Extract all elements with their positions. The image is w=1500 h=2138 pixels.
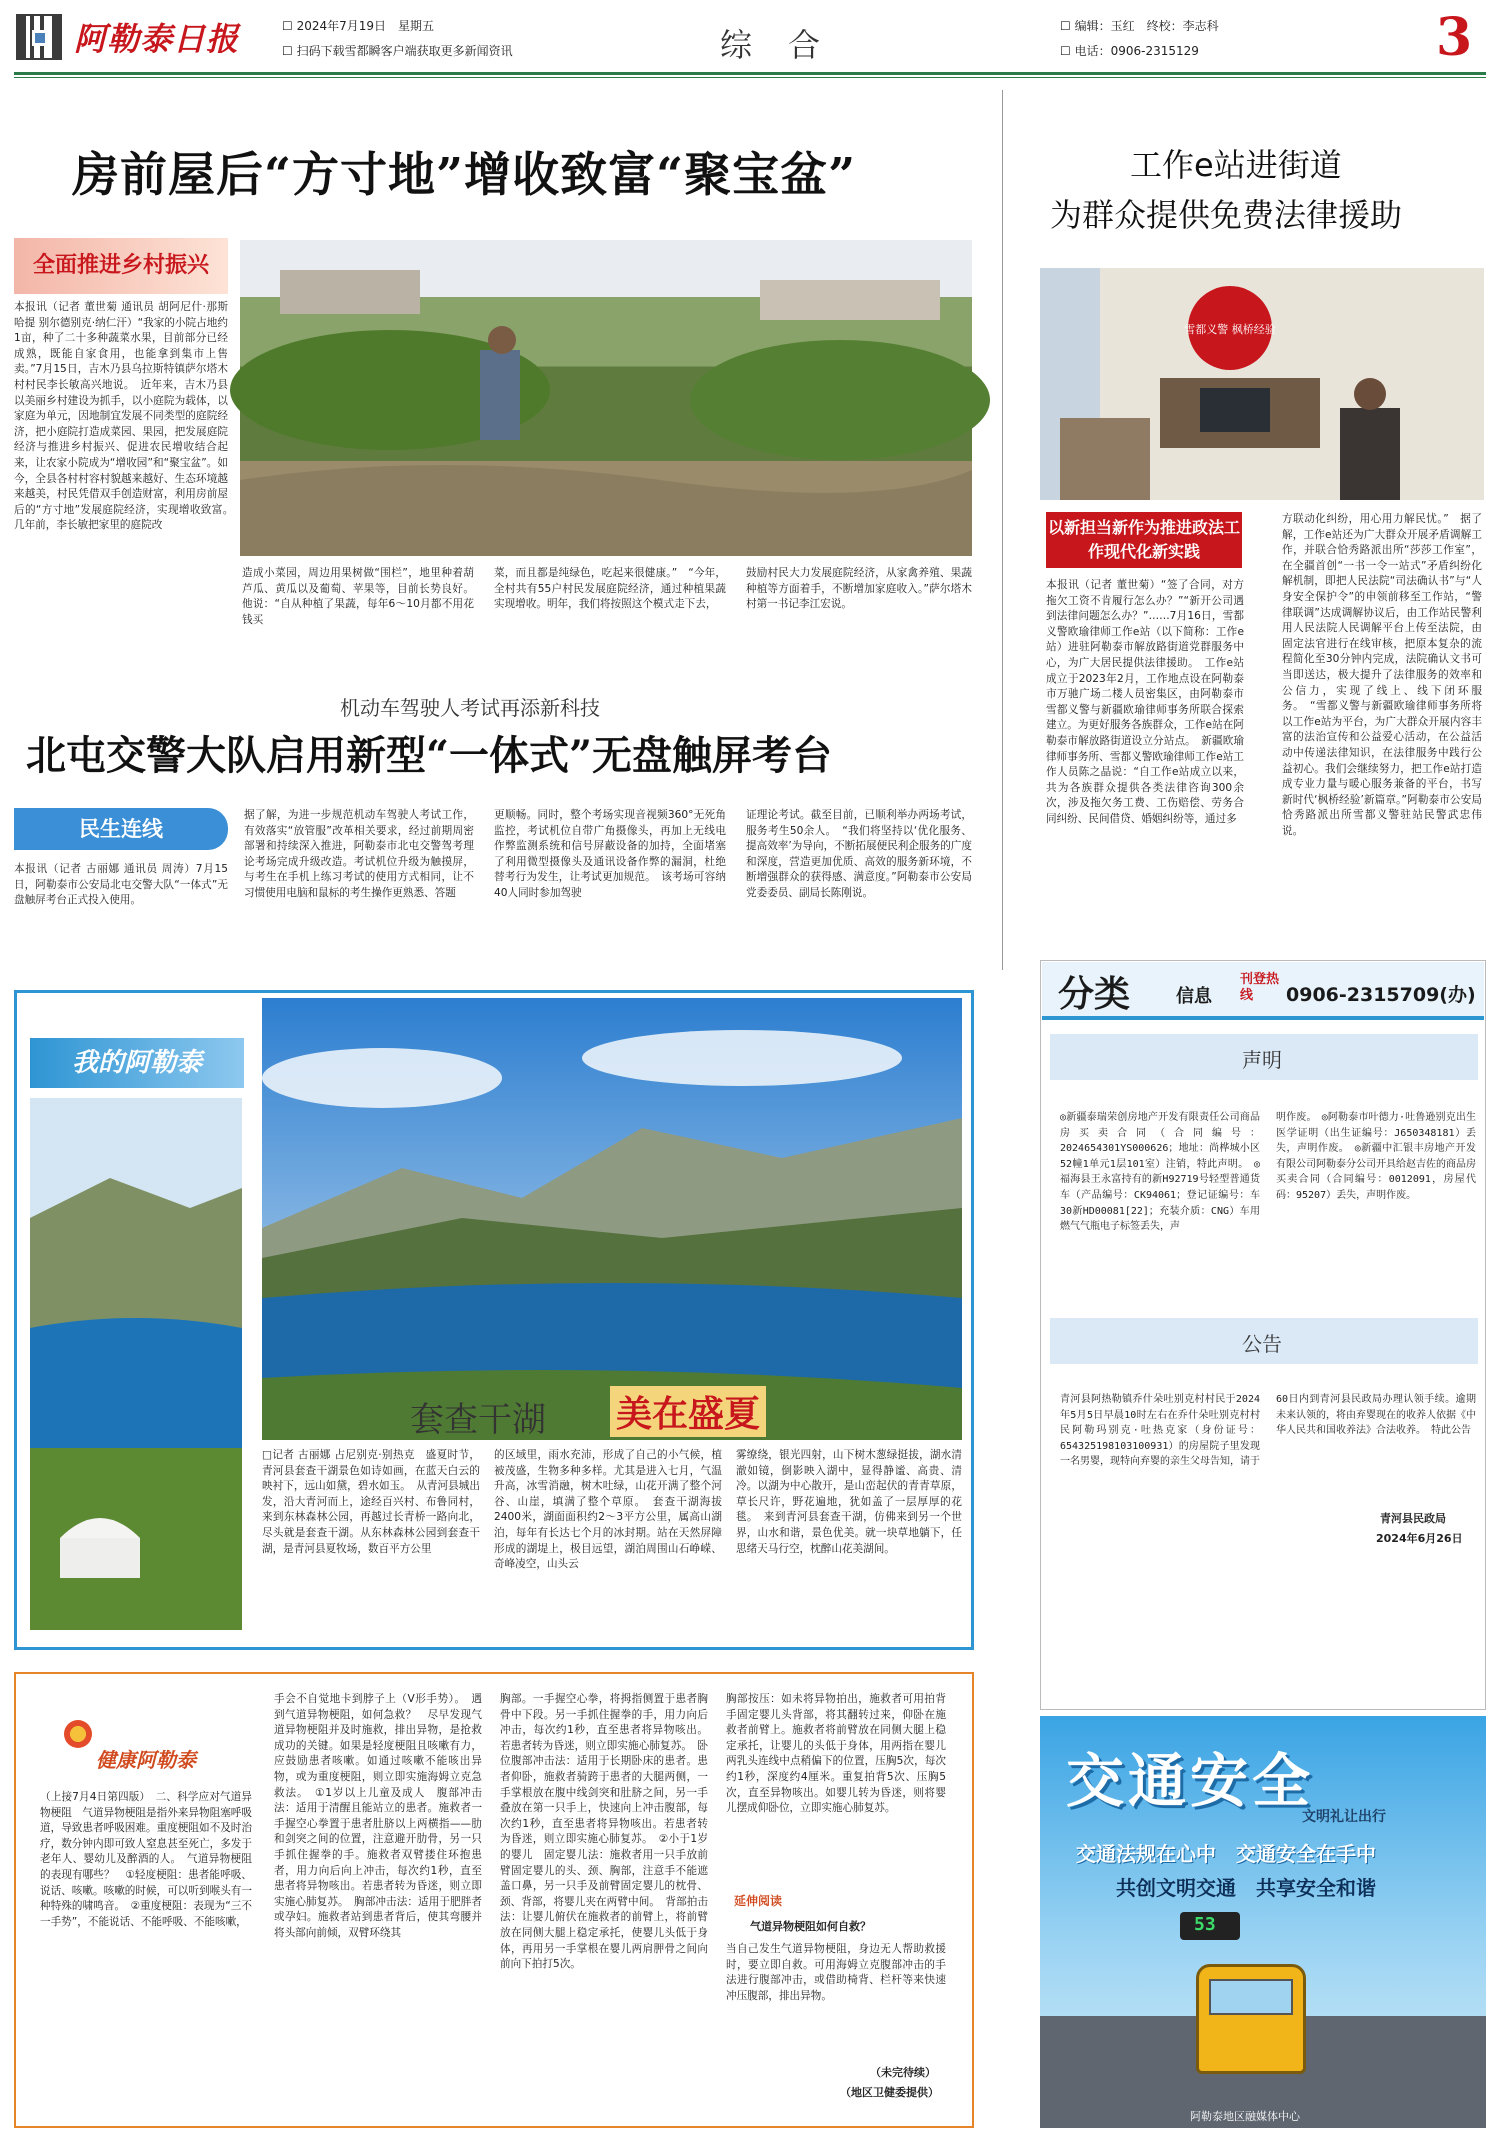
lake-photo-art <box>262 998 962 1440</box>
a3-col1: 本报讯（记者 董世菊）“签了合同，对方拖欠工资不肯履行怎么办？”“新开公司遇到法律问题怎么办？”……7月16日，雪都义警欧瑜律师工作e站（以下简称：工作e站）进驻阿勒泰市解放路街道党群服务中心，为广大居民提供法律援助。 工作e站成立于2023年2月，工作地点设在阿勒泰市万驰广场二楼人员密集区，由阿勒泰市雪都义警与新疆欧瑜律师事务所联合探索建立。为更好服务各族群众，工作e站在阿勒泰市解放路街道设立分站点。 新疆欧瑜律师事务所、雪都义警欧瑜律师工作e站工作人员陈之晶说：“自工作e站成立以来，共为各族群众提供各类法律咨询300余次，涉及拖欠务工费、工伤赔偿、劳务合同纠纷、民间借贷、婚姻纠纷等，通过多 <box>1046 579 1244 825</box>
office-photo-art <box>1040 268 1484 500</box>
a5-col4: 胸部按压：如未将异物拍出，施救者可用拍背手固定婴儿头背部，将其翻转过来，仰卧在施救者前臂上。施救者将前臂放在同侧大腿上稳定承托，让婴儿的头低于身体，用两指在婴儿两乳头连线中点稍偏下的位置，压胸5次，每次约1秒，深度约4厘米。重复拍背5次、压胸5次，直至异物咳出。如婴儿转为昏迷，则将婴儿摆成仰卧位，立即实施心肺复苏。 <box>726 1693 946 1815</box>
ads-sec1: 声明 <box>1242 1048 1282 1072</box>
a1-tag: 全面推进乡村振兴 <box>14 238 228 294</box>
a4-photo-yurt <box>30 1098 242 1630</box>
a2-col4: 证理论考试。截至目前，已顺利举办两场考试，服务考生50余人。 “我们将坚持以‘优化服务、提高效率’为导向，不断拓展便民利企服务的广度和深度，营造更加优质、高效的服务新环境，不断增强群众的获得感、满意度。”阿勒泰市公安局党委委员、副局长陈刚说。 <box>746 809 972 899</box>
a5-col5: 当自己发生气道异物梗阻，身边无人帮助救援时，要立即自救。可用海姆立克腹部冲击的手法进行腹部冲击，或借助椅背、栏杆等来快速冲压腹部，排出异物。 <box>726 1943 946 2002</box>
ads-d1: ◎新疆泰瑞荣创房地产开发有限责任公司商品房买卖合同（合同编号：2024654301YS000626；地址：尚桦城小区52幢1单元1层101室）注销，特此声明。 ◎福海县王永富持有的新H92719号轻型普通货车（产品编号：CK94061；登记证编号：车30新HD00081[22]；充装介质：CNG）车用燃气气瓶电子标签丢失，声 <box>1060 1112 1260 1233</box>
a5-col1: （上接7月4日第四版） 二、科学应对气道异物梗阻 气道异物梗阻是指外来异物阻塞呼吸道，导致患者呼吸困难。重度梗阻如不及时治疗，数分钟内即可致人窒息甚至死亡，多发于老年人、婴幼儿及醉酒的人。 气道异物梗阻的表现有哪些？ ①轻度梗阻：患者能呼吸、说话、咳嗽。咳嗽的时候，可以听到喉头有一种特殊的啸鸣音。 ②重度梗阻：表现为“三不一手势”，不能说话、不能呼吸、不能咳嗽， <box>40 1791 252 1928</box>
a5-tail-2: （地区卫健委提供） <box>840 2086 939 2099</box>
a5-col2: 手会不自觉地卡到脖子上（V形手势）。 遇到气道异物梗阻，如何急救？ 尽早发现气道异物梗阻并及时施救，排出异物，是抢救成功的关键。如果是轻度梗阻且咳嗽有力，应鼓励患者咳嗽。如通过咳嗽不能咳出异物，或为重度梗阻，则立即实施海姆立克急救法。 ①1岁以上儿童及成人 腹部冲击法：适用于清醒且能站立的患者。施救者一手握空心拳置于患者肚脐以上两横指——肋和剑突之间的位置，注意避开肋骨，另一只手抓住握拳的手。施救者双臂搂住环抱患者，用力向后向上冲击，每次约1秒，直至患者将异物咳出。若患者转为昏迷，则立即实施心肺复苏。 胸部冲击法：适用于肥胖者或孕妇。施救者站到患者背后，使其弯腰并将头部向前倾，双臂环绕其 <box>274 1693 482 1939</box>
page-number: 3 <box>1436 7 1473 68</box>
a1-headline: 房前屋后“方寸地”增收致富“聚宝盆” <box>72 148 857 203</box>
sign-text: 雪都义警 枫桥经验 <box>1184 323 1276 336</box>
traffic-big: 交通安全 <box>1066 1747 1315 1815</box>
ads-head-3: 刊登热线 <box>1240 972 1280 1003</box>
editors-line: ☐ 编辑：玉红 终校：李志科 <box>1060 19 1219 33</box>
ads-g-date: 2024年6月26日 <box>1376 1532 1463 1545</box>
traffic-sub: 文明礼让出行 <box>1302 1809 1386 1825</box>
yurt-photo-art <box>30 1098 242 1630</box>
a3-col2: 方联动化纠纷，用心用力解民忧。” 据了解，工作e站还为广大群众开展矛盾调解工作，并联合恰秀路派出所“莎莎工作室”，在全疆首创“一书一令一站式”矛盾纠纷化解机制，即把人民法院“司法确认书”与“人身安全保护令”的申领前移至工作站，“警律联调”达成调解协议后，由工作站民警利用人民法院人民调解平台上传至法院，由固定法官进行在线审核，把原本复杂的流程简化至30分钟内完成，法院确认文书可当即送达，极大提升了法律服务的效率和公信力，实现了线上、线下闭环服务。 “雪都义警与新疆欧瑜律师事务所将以工作e站为平台，为广大群众开展内容丰富的法治宣传和公益爱心活动，在公益活动中传递法律知识，在法律服务中践行公益初心。我们会继续努力，把工作e站打造成专业力量与暖心服务兼备的平台，书写新时代‘枫桥经验’新篇章。”阿勒泰市公安局恰秀路派出所雪都义警驻站民警武忠伟说。 <box>1282 513 1482 837</box>
a4-col3: 雾缭绕，银光四射，山下树木葱绿挺拔，湖水清澈如镜，倒影映入湖中，显得静谧、高贵、清冷。以湖为中心散开，是山峦起伏的青青草原，草长尺许，野花遍地，犹如盖了一层厚厚的花毯。 来到青河县套查干湖，仿佛来到另一个世界，山水和谐，景色优美。就一块草地躺下，任思绪天马行空，枕醉山花美湖间。 <box>736 1449 962 1555</box>
a1-col1: 本报讯（记者 董世菊 通讯员 胡阿尼什·那斯哈提 别尔德别克·纳仁汗）“我家的小院占地约1亩，种了二十多种蔬菜水果，目前部分已经成熟，既能自家食用，也能拿到集市上售卖。”7月15日，吉木乃县乌拉斯特镇萨尔塔木村村民李长敏高兴地说。 近年来，吉木乃县以美丽乡村建设为抓手，以小庭院为载体，以家庭为单元，因地制宜发展不同类型的庭院经济，把小庭院打造成菜园、果园，把发展庭院经济与推进乡村振兴、促进农民增收结合起来，让农家小院成为“增收园”和“聚宝盆”。如今，全县各村村容村貌越来越好、生态环境越来越美，村民凭借双手创造财富，利用房前屋后的“方寸地”发展庭院经济，实现增收致富。 几年前，李长敏把家里的庭院改 <box>14 301 239 532</box>
ads-g1: 青河县阿热勒镇乔什朵吐别克村村民于2024年5月5日早晨10时左右在乔什朵吐别克村村民阿勒玛别克·吐热克家（身份证号：654325198103100931）的房屋院子里发现一名男婴，现特向弃婴的亲生父母告知，请于 <box>1060 1394 1260 1468</box>
traffic-light-count: 53 <box>1194 1914 1216 1935</box>
ads-g2: 60日内到青河县民政局办理认领手续。逾期未来认领的，将由弃婴现在的收养人依据《中华人民共和国收养法》合法收养。 特此公告 <box>1276 1394 1476 1437</box>
a4-col1: □记者 古丽娜 占尼别克·别热克 盛夏时节，青河县套查干湖景色如诗如画，在蓝天白云的映衬下，远山如黛，碧水如玉。 从青河县城出发，沿大青河而上，途经百兴村、布鲁同村，来到东林森林公园，再越过长青桥一路向北，尽头就是套查干湖。从东林森林公园到套查干湖，是青河县夏牧场，数百平方公里 <box>262 1449 480 1555</box>
paper-name-logo: 阿勒泰日报 <box>74 20 240 58</box>
ads-head-1: 分类 <box>1058 973 1131 1015</box>
a2-tag: 民生连线 <box>14 808 228 850</box>
a1-col3: 菜，而且都是纯绿色，吃起来很健康。” “今年，全村共有55户村民发展庭院经济，通过种植果蔬实现增收。明年，我们将按照这个模式走下去， <box>494 567 726 611</box>
a5-tag: 健康阿勒泰 <box>96 1748 196 1772</box>
masthead-rule-thin <box>14 77 1486 78</box>
traffic-foot: 阿勒泰地区融媒体中心 <box>1190 2110 1300 2123</box>
a4-title-2: 美在盛夏 <box>610 1386 766 1437</box>
a5-tail-1: （未完待续） <box>870 2066 936 2079</box>
a4-col2: 的区域里，雨水充沛，形成了自己的小气候，植被茂盛，生物多种多样。尤其是进入七月，气温升高，冰雪消融，树木吐绿，山花开满了整个河谷、山崖，填满了整个草原。 套查干湖海拔2400米，湖面面积约2～3平方公里，属高山湖泊，每年有长达七个月的冰封期。站在天然屏障形成的湖堤上，极目远望，湖泊周围山石峥嵘、奇峰凌空，山头云 <box>494 1449 722 1571</box>
bus-icon <box>1196 1964 1306 2074</box>
a1-photo-garden <box>240 240 972 556</box>
scan-line: ☐ 扫码下载雪都瞬客户端获取更多新闻资讯 <box>282 44 513 58</box>
a5-sub: 延伸阅读 <box>734 1894 783 1908</box>
a3-headline-1: 工作e站进街道 <box>1130 146 1342 184</box>
a4-title-1: 套查干湖 <box>410 1400 546 1440</box>
masthead-rule <box>14 72 1486 75</box>
a4-photo-lake-main <box>262 998 962 1440</box>
traffic-line-2: 共创文明交通 共享安全和谐 <box>1116 1876 1376 1900</box>
garden-photo-art <box>240 240 972 556</box>
phone-line: ☐ 电话：0906-2315129 <box>1060 44 1199 58</box>
col-divider <box>1002 90 1003 970</box>
a2-col1: 本报讯（记者 古丽娜 通讯员 周涛）7月15日，阿勒泰市公安局北屯交警大队“一体式”无盘触屏考台正式投入使用。 <box>14 863 228 907</box>
a2-kicker: 机动车驾驶人考试再添新科技 <box>340 696 600 720</box>
ads-sec2: 公告 <box>1242 1332 1282 1356</box>
traffic-ad <box>1040 1716 1486 2128</box>
a3-headline-2: 为群众提供免费法律援助 <box>1050 196 1403 234</box>
a1-col4: 鼓励村民大力发展庭院经济，从家禽养殖、果蔬种植等方面着手，不断增加家庭收入。”萨尔塔木村第一书记李江宏说。 <box>746 567 972 611</box>
a5-sub-q: 气道异物梗阻如何自救？ <box>750 1920 871 1933</box>
a2-col2: 据了解，为进一步规范机动车驾驶人考试工作，有效落实“放管服”改革相关要求，经过前期周密部署和持续深入推进，阿勒泰市北屯交警驾考理论考场完成升级改造。考试机位升级为触摸屏，与考生在手机上练习考试的使用方式相同，让不习惯使用电脑和鼠标的考生操作更熟悉、答题 <box>244 809 474 899</box>
section-name: 综 合 <box>720 26 823 64</box>
qr-code[interactable] <box>16 14 62 60</box>
a2-col3: 更顺畅。同时，整个考场实现音视频360°无死角监控，考试机位自带广角摄像头，再加上无线电作弊监测系统和信号屏蔽设备的加持，全面堵塞了利用微型摄像头及通讯设备作弊的漏洞，杜绝替考行为发生，让考试更加规范。 该考场可容纳40人同时参加驾驶 <box>494 809 726 899</box>
a5-logo-icon <box>64 1720 92 1748</box>
ads-phone: 0906-2315709(办) <box>1286 984 1476 1006</box>
a3-tag: 以新担当新作为推进政法工作现代化新实践 <box>1046 512 1242 568</box>
a3-photo-office <box>1040 268 1484 500</box>
ads-head-2: 信息 <box>1176 986 1212 1007</box>
a2-headline: 北屯交警大队启用新型“一体式”无盘触屏考台 <box>26 732 833 779</box>
a5-col3: 胸部。一手握空心拳，将拇指侧置于患者胸骨中下段。另一手抓住握拳的手，用力向后冲击，每次约1秒，直至患者将异物咳出。若患者转为昏迷，则立即实施心肺复苏。 卧位腹部冲击法：适用于长期卧床的患者。患者仰卧，施救者骑跨于患者的大腿两侧，一手掌根放在腹中线剑突和肚脐之间，另一手叠放在第一只手上，快速向上冲击腹部，每次约1秒，直至患者将异物咳出。若患者转为昏迷，则立即实施心肺复苏。 ②小于1岁的婴儿 固定婴儿法：施救者用一只手放前臂固定婴儿的头、颈、胸部，注意手不能遮盖口鼻，另一只手及前臂固定婴儿的枕骨、颈、背部，将婴儿夹在两臂中间。 背部拍击法：让婴儿俯伏在施救者的前臂上，将前臂放在同侧大腿上稳定承托，使婴儿头低于身体，再用另一手掌根在婴儿两肩胛骨之间向前向下拍打5次。 <box>500 1693 708 1971</box>
a1-col2: 造成小菜园，周边用果树做“围栏”，地里种着葫芦瓜、黄瓜以及葡萄、苹果等，目前长势良好。他说：“自从种植了果蔬，每年6～10月都不用花钱买 <box>242 567 474 626</box>
ads-d2: 明作废。 ◎阿勒泰市叶德力·吐鲁逊别克出生医学证明（出生证编号：J650348181）丢失，声明作废。 ◎新疆中汇银丰房地产开发有限公司阿勒泰分公司开具给赵吉佐的商品房买卖合同（合同编号：0012091，房屋代码：95207）丢失，声明作废。 <box>1276 1112 1476 1201</box>
a4-tag: 我的阿勒泰 <box>30 1038 244 1088</box>
date-line: ☐ 2024年7月19日 星期五 <box>282 19 435 33</box>
traffic-line-1: 交通法规在心中 交通安全在手中 <box>1076 1842 1376 1866</box>
ads-g-org: 青河县民政局 <box>1380 1512 1446 1525</box>
